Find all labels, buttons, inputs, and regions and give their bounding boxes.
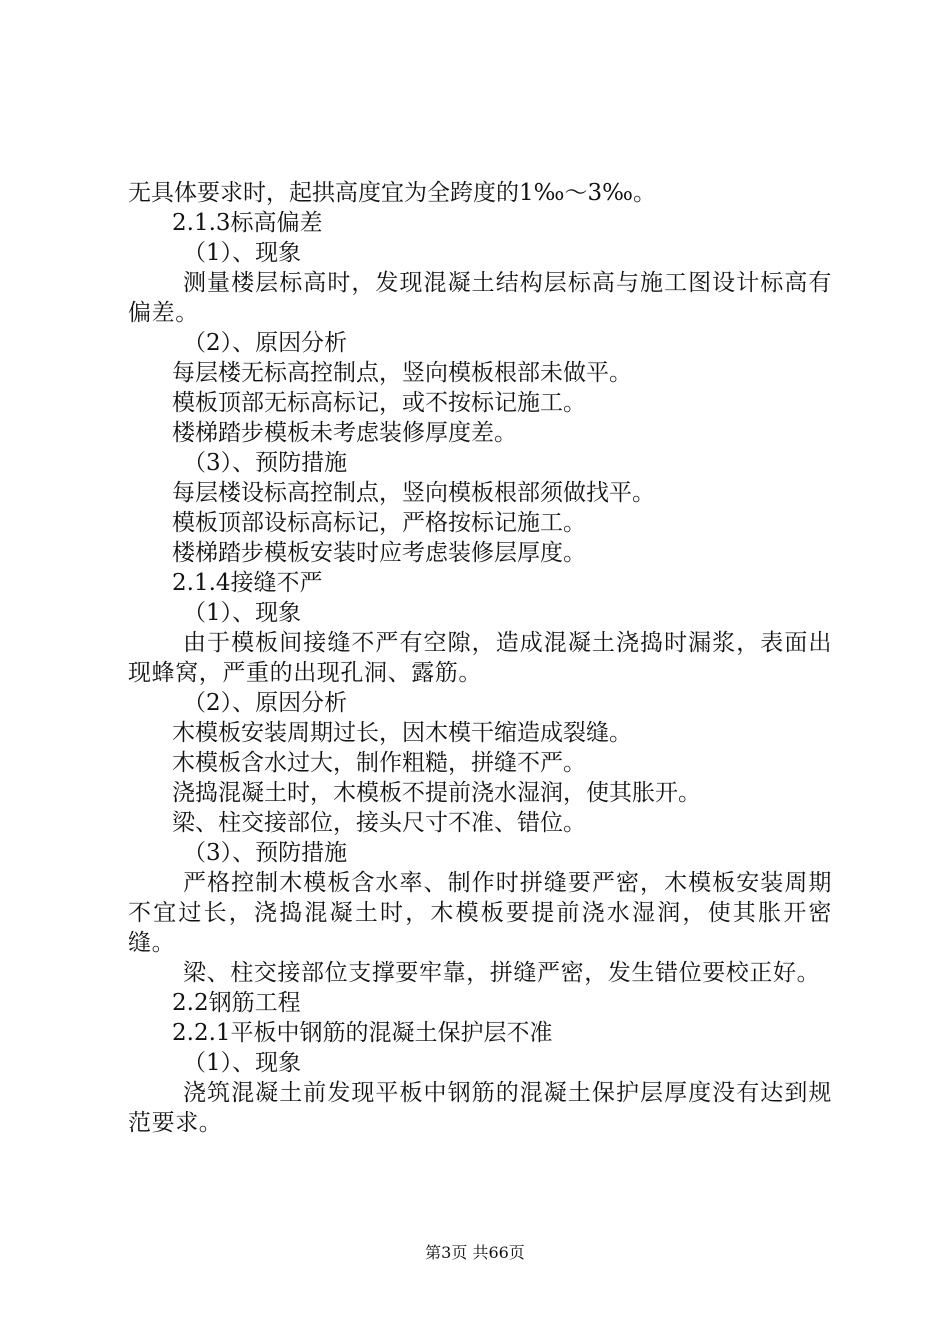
list-item: 梁、柱交接部位，接头尺寸不准、错位。 <box>172 810 586 836</box>
paragraph: 由于模板间接缝不严有空隙，造成混凝土浇捣时漏浆，表面出现蜂窝，严重的出现孔洞、露筋。 <box>128 630 832 686</box>
paragraph: 梁、柱交接部位支撑要牢靠，拼缝严密，发生错位要校正好。 <box>183 960 821 986</box>
list-item: 楼梯踏步模板未考虑装修厚度差。 <box>172 420 517 446</box>
section-heading-2-1-4: 2.1.4接缝不严 <box>172 570 323 596</box>
list-item: 每层楼无标高控制点，竖向模板根部未做平。 <box>172 360 632 386</box>
paragraph: 测量楼层标高时，发现混凝土结构层标高与施工图设计标高有偏差。 <box>128 270 832 326</box>
section-heading-2-2: 2.2钢筋工程 <box>172 990 301 1016</box>
list-item: 模板顶部设标高标记，严格按标记施工。 <box>172 510 586 536</box>
list-item: 每层楼设标高控制点，竖向模板根部须做找平。 <box>172 480 655 506</box>
subheading-cause-analysis: （2）、原因分析 <box>183 690 348 716</box>
section-heading-2-2-1: 2.2.1平板中钢筋的混凝土保护层不准 <box>172 1020 553 1046</box>
page-footer: 第3页 共66页 <box>425 1243 525 1262</box>
list-item: 模板顶部无标高标记，或不按标记施工。 <box>172 390 586 416</box>
paragraph-continued: 无具体要求时，起拱高度宜为全跨度的1‰～3‰。 <box>128 180 656 206</box>
list-item: 浇捣混凝土时，木模板不提前浇水湿润，使其胀开。 <box>172 780 701 806</box>
subheading-phenomenon: （1）、现象 <box>183 240 302 266</box>
paragraph: 浇筑混凝土前发现平板中钢筋的混凝土保护层厚度没有达到规范要求。 <box>128 1080 832 1136</box>
section-heading-2-1-3: 2.1.3标高偏差 <box>172 210 323 236</box>
document-body <box>128 178 832 1138</box>
subheading-phenomenon: （1）、现象 <box>183 600 302 626</box>
subheading-prevention: （3）、预防措施 <box>183 840 348 866</box>
list-item: 木模板含水过大，制作粗糙，拼缝不严。 <box>172 750 586 776</box>
subheading-phenomenon: （1）、现象 <box>183 1050 302 1076</box>
list-item: 木模板安装周期过长，因木模干缩造成裂缝。 <box>172 720 632 746</box>
paragraph: 严格控制木模板含水率、制作时拼缝要严密，木模板安装周期不宜过长，浇捣混凝土时，木模板要提前浇水湿润，使其胀开密缝。 <box>128 870 832 956</box>
subheading-cause-analysis: （2）、原因分析 <box>183 330 348 356</box>
list-item: 楼梯踏步模板安装时应考虑装修层厚度。 <box>172 540 586 566</box>
subheading-prevention: （3）、预防措施 <box>183 450 348 476</box>
